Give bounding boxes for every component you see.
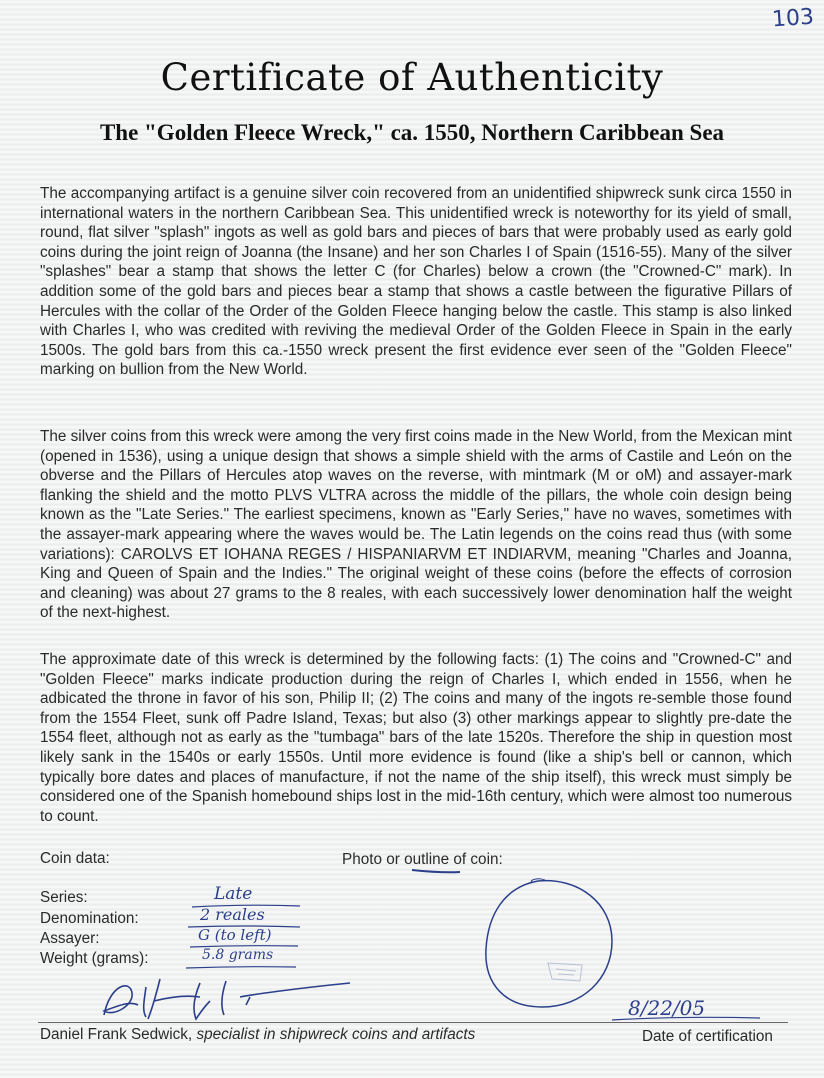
weight-label: Weight (grams): — [40, 950, 149, 967]
paragraph-wreck-description: The accompanying artifact is a genuine silver coin recovered from an unidentified shipwreck sunk circa 1550 in international waters in the northern Caribbean Sea. This unidentified wreck is noteworthy for its yield of small, round, flat silver "splash" ingots as well as gold bars and pieces of bars that were probably used as early gold coins during the joint reign of Joanna (the Insane) and her son Charles I of Spain (1516-55). Many of the silver "splashes" bear a stamp that shows the letter C (for Charles) below a crown (the "Crowned-C" mark). In addition some of the gold bars and pieces bear a stamp that shows a castle between the figurative Pillars of Hercules with the collar of the Order of the Golden Fleece hanging below the castle. This stamp is also linked with Charles I, who was credited with reviving the medieval Order of the Golden Fleece in Spain in the early 1500s. The gold bars from this ca.-1550 wreck present the first evidence ever seen of the "Golden Fleece" marking on bullion from the New World. — [40, 185, 792, 379]
assayer-value: G (to left) — [198, 926, 272, 944]
signer-name-text: Daniel Frank Sedwick, — [40, 1026, 193, 1043]
certification-date-value: 8/22/05 — [628, 996, 706, 1020]
coin-outline-drawing — [470, 875, 620, 1015]
assayer-label: Assayer: — [40, 930, 100, 947]
date-of-certification-label: Date of certification — [642, 1028, 773, 1045]
denomination-label: Denomination: — [40, 910, 139, 927]
page-number: 103 — [771, 4, 815, 33]
coin-data-heading: Coin data: — [40, 850, 110, 867]
series-label: Series: — [40, 889, 88, 906]
certificate-title: Certificate of Authenticity — [160, 56, 664, 99]
series-value: Late — [214, 884, 253, 904]
signature-line — [38, 1022, 788, 1023]
certificate-subtitle: The "Golden Fleece Wreck," ca. 1550, Northern Caribbean Sea — [99, 120, 725, 145]
signer-role-text: specialist in shipwreck coins and artifacts — [196, 1026, 476, 1043]
denomination-value: 2 reales — [200, 905, 265, 924]
paragraph-dating: The approximate date of this wreck is determined by the following facts: (1) The coins and "Crowned-C" and "Golden Fleece" marks indicate production during the reign of Charles I, which ended in 1556, when he adbicated the throne in favor of his son, Philip II; (2) The coins and many of the ingots re-semble those found from the 1554 Fleet, sunk off Padre Island, Texas; but also (3) other markings appear to slightly pre-date the 1554 fleet, although not as early as the "tumbaga" bars of the late 1520s. Therefore the ship in question most likely sank in the 1540s or early 1550s. Until more evidence is found (like a ship's bell or cannon, which typically bore dates and places of manufacture, if not the name of the ship itself), this wreck must simply be considered one of the Spanish homebound ships lost in the mid-16th century, which were almost too numerous to count. — [40, 651, 792, 825]
signature-drawing — [90, 975, 380, 1025]
paragraph-coin-description: The silver coins from this wreck were among the very first coins made in the New World, from the Mexican mint (opened in 1536), using a unique design that shows a simple shield with the arms of Castile and León on the obverse and the Pillars of Hercules atop waves on the reverse, with mintmark (M or oM) and assayer-mark flanking the shield and the motto PLVS VLTRA across the middle of the pillars, the whole coin design being known as the "Late Series." The earliest specimens, known as "Early Series," have no waves, sometimes with the assayer-mark appearing where the waves would be. The Latin legends on the coins read thus (with some variations): CAROLVS ET IOHANA REGES / HISPANIARVM ET INDIARVM, meaning "Charles and Joanna, King and Queen of Spain and the Indies." The original weight of these coins (before the effects of corrosion and cleaning) was about 27 grams to the 8 reales, with each successively lower denomination half the weight of the next-highest. — [40, 428, 792, 622]
photo-label: Photo or outline of coin: — [342, 851, 503, 868]
signer-name — [40, 1026, 475, 1044]
weight-value: 5.8 grams — [202, 947, 274, 963]
